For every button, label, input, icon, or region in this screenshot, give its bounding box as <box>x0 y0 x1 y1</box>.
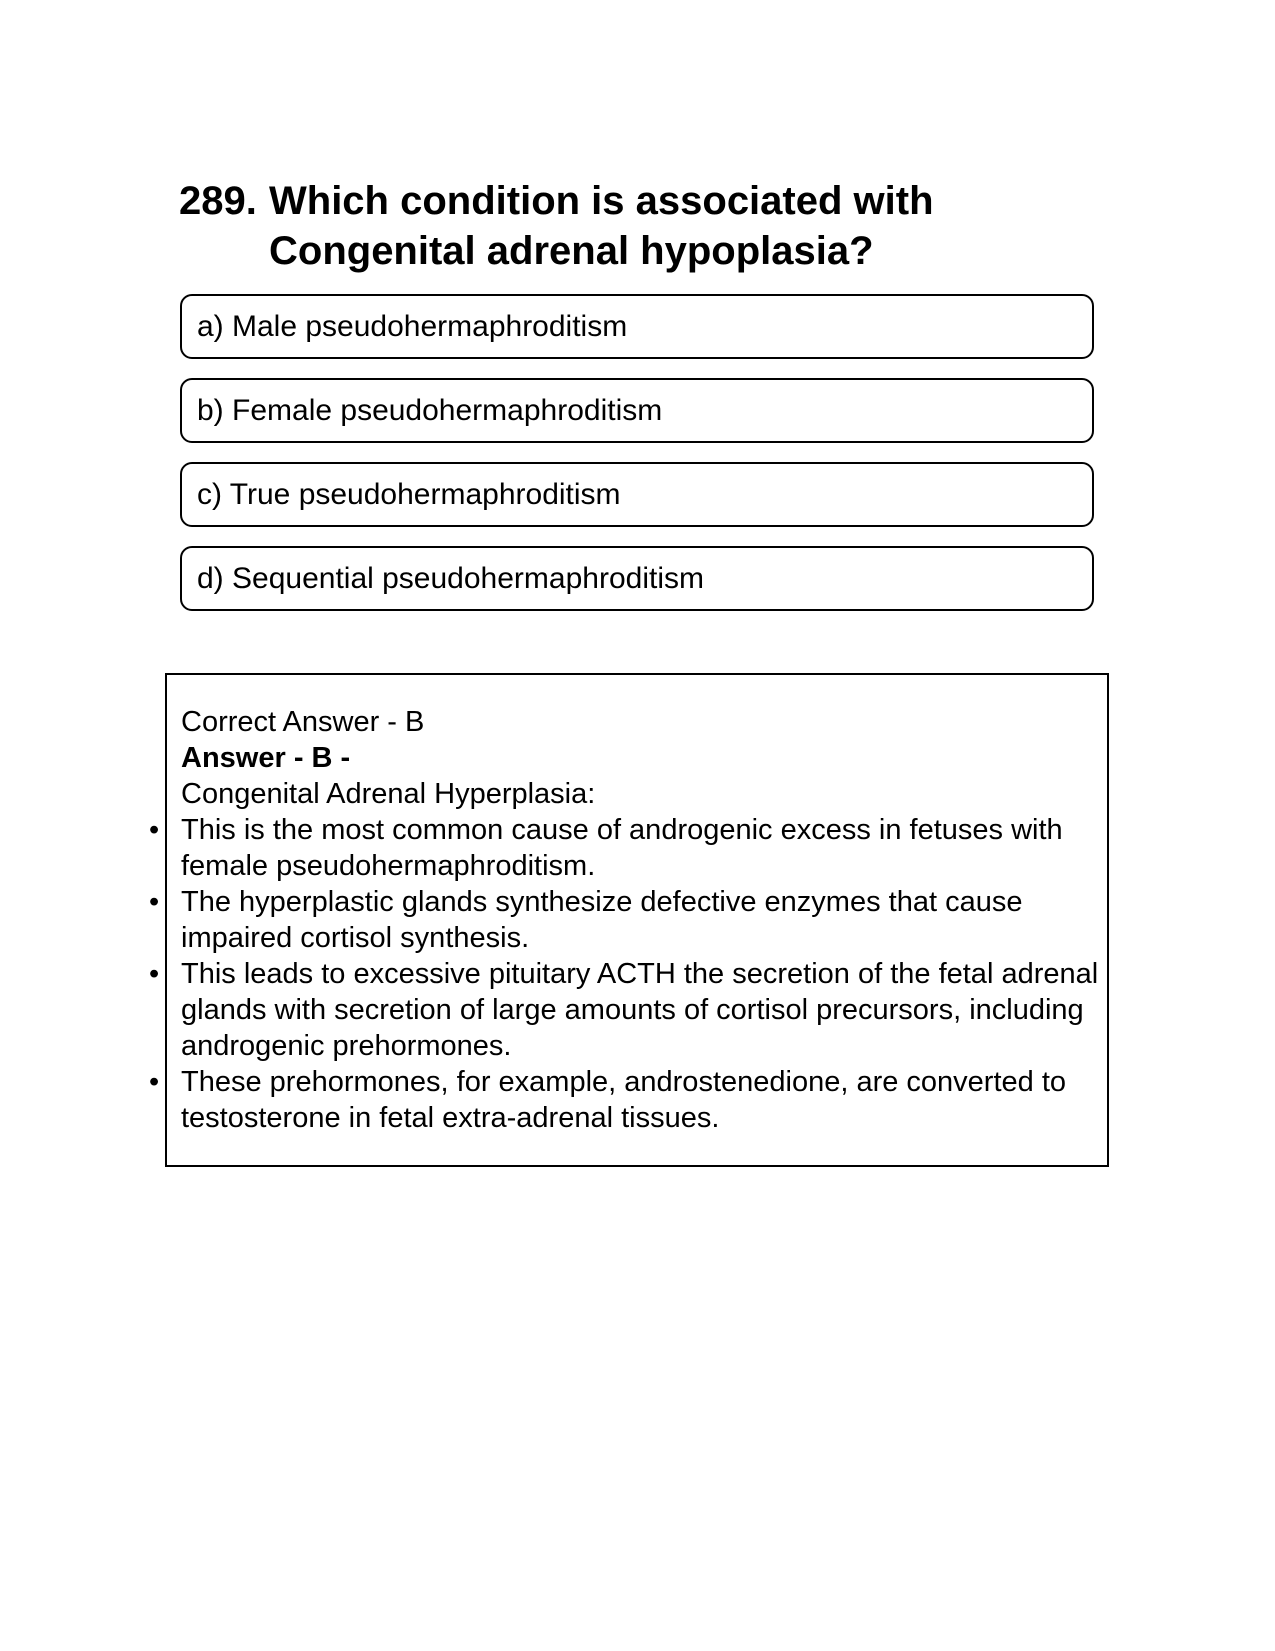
list-item-text: The hyperplastic glands synthesize defective enzymes that cause impaired cortisol synthesis. <box>181 886 1023 954</box>
option-a[interactable]: a) Male pseudohermaphroditism <box>180 294 1094 359</box>
bullet-icon: • <box>149 1066 160 1098</box>
list-item-text: This is the most common cause of androgenic excess in fetuses with female pseudohermaphroditism. <box>181 814 1063 882</box>
correct-answer-line: Correct Answer - B <box>181 706 425 738</box>
question-number: 289. <box>179 179 257 223</box>
option-b[interactable]: b) Female pseudohermaphroditism <box>180 378 1094 443</box>
option-c[interactable]: c) True pseudohermaphroditism <box>180 462 1094 527</box>
bullet-icon: • <box>149 886 160 918</box>
list-item <box>149 1064 1106 1136</box>
list-item-text: This leads to excessive pituitary ACTH the secretion of the fetal adrenal glands with secretion of large amounts of cortisol precursors, including androgenic prehormones. <box>181 958 1099 1062</box>
list-item <box>149 812 1106 884</box>
option-d[interactable]: d) Sequential pseudohermaphroditism <box>180 546 1094 611</box>
question-heading <box>179 176 1079 276</box>
answer-explanation <box>149 704 1106 1136</box>
bullet-icon: • <box>149 958 160 990</box>
list-item <box>149 956 1106 1064</box>
list-item-text: These prehormones, for example, androstenedione, are converted to testosterone in fetal extra-adrenal tissues. <box>181 1066 1067 1134</box>
answer-heading: Answer - B - <box>181 742 351 774</box>
answer-subheading: Congenital Adrenal Hyperplasia: <box>181 778 596 810</box>
bullet-icon: • <box>149 814 160 846</box>
question-text: Which condition is associated with Congenital adrenal hypoplasia? <box>269 179 934 273</box>
explanation-list <box>149 812 1106 1136</box>
list-item <box>149 884 1106 956</box>
